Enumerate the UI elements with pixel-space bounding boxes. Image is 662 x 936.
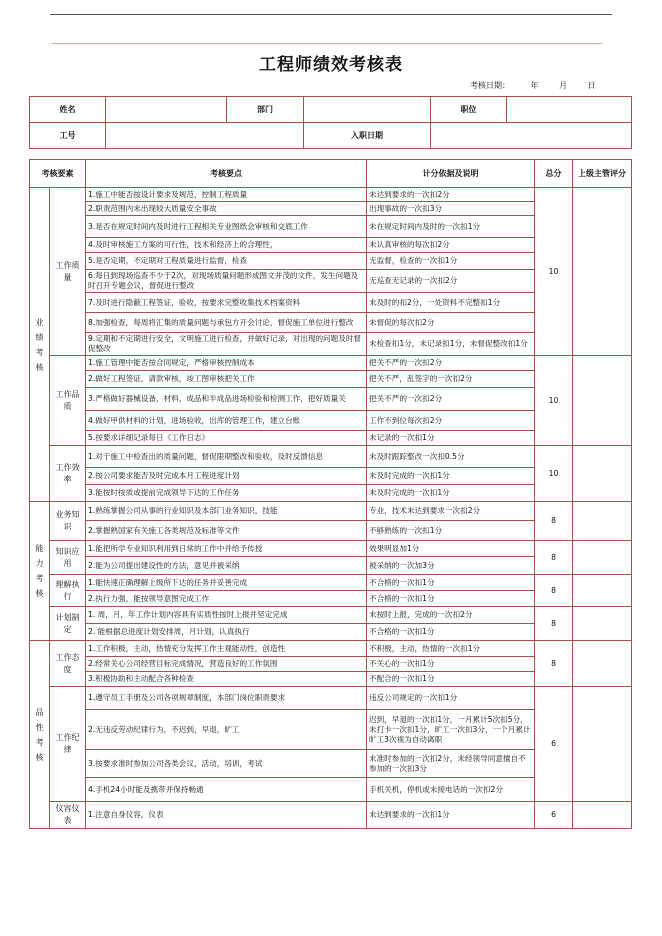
position-label: 职位 — [431, 97, 507, 123]
header-element: 考核要素 — [30, 160, 86, 188]
supervisor-score-cell[interactable] — [573, 356, 632, 446]
group-label: 理解执行 — [50, 575, 86, 607]
supervisor-score-cell[interactable] — [573, 575, 632, 607]
assessment-point: 2.按公司要求能否及时完成本月工程进度计划 — [86, 468, 367, 485]
supervisor-score-cell[interactable] — [573, 541, 632, 575]
assessment-point: 9.定期和不定期进行安全，文明施工进行检查，并做好记录，对出现的问题及时督促整改 — [86, 333, 367, 356]
assessment-point: 2.能为公司提出建设性的方法，意见并被采纳 — [86, 557, 367, 575]
group-label: 工作效率 — [50, 446, 86, 502]
total-score: 8 — [535, 607, 573, 641]
total-score: 10 — [535, 356, 573, 446]
id-label: 工号 — [30, 123, 106, 149]
name-value[interactable] — [106, 97, 227, 123]
scoring-rule: 不合格的一次扣1分 — [367, 591, 535, 607]
section-label: 业绩考核 — [30, 188, 50, 502]
scoring-rule: 未达到要求的一次扣2分 — [367, 188, 535, 202]
assessment-point: 2.做好工程签证，请款审核，竣工图审核把关工作 — [86, 371, 367, 388]
supervisor-score-cell[interactable] — [573, 446, 632, 502]
assessment-point: 1.施工管理中能否按合同规定，严格审核控制成本 — [86, 356, 367, 371]
header-total: 总分 — [535, 160, 573, 188]
header-rule — [52, 43, 602, 44]
scoring-rule: 不合格的一次扣1分 — [367, 624, 535, 641]
assessment-point: 1.能快速正确理解上级所下达的任务并妥善完成 — [86, 575, 367, 591]
total-score: 8 — [535, 641, 573, 687]
scoring-rule: 把关不严，乱签字的一次扣2分 — [367, 371, 535, 388]
total-score: 8 — [535, 541, 573, 575]
assessment-point: 1.注意自身仪容，仪表 — [86, 802, 367, 829]
assessment-point: 2.职责范围内未出现较大质量安全事故 — [86, 202, 367, 216]
group-label: 工作质量 — [50, 188, 86, 356]
section-label: 品性考核 — [30, 641, 50, 829]
header-rule: 计分依据及说明 — [367, 160, 535, 188]
assessment-point: 1.施工中能否按设计要求及规范，控制工程质量 — [86, 188, 367, 202]
total-score: 8 — [535, 575, 573, 607]
scoring-rule: 不关心的一次扣1分 — [367, 657, 535, 672]
assessment-table — [29, 159, 632, 829]
scoring-rule: 违反公司规定的一次扣1分 — [367, 687, 535, 710]
employee-info-table — [29, 96, 632, 149]
assessment-point: 2.执行力强，能按领导意图完成工作 — [86, 591, 367, 607]
assessment-date: 考核日期： 年 月 日 — [470, 81, 596, 90]
table-row — [30, 687, 632, 710]
scoring-rule: 被采纳的一次加3分 — [367, 557, 535, 575]
group-label: 仪容仪表 — [50, 802, 86, 829]
assessment-point: 3.按要求准时参加公司各类会议，活动，培训，考试 — [86, 750, 367, 778]
table-row — [30, 607, 632, 624]
supervisor-score-cell[interactable] — [573, 188, 632, 356]
section-label: 能力考核 — [30, 502, 50, 641]
dept-value[interactable] — [304, 97, 431, 123]
scoring-rule: 无监督，检查的一次扣1分 — [367, 253, 535, 270]
assessment-point: 2. 能根据总进度计划安排周，月计划，认真执行 — [86, 624, 367, 641]
scoring-rule: 未记录的一次扣1分 — [367, 431, 535, 446]
total-score: 8 — [535, 502, 573, 541]
supervisor-score-cell[interactable] — [573, 802, 632, 829]
assessment-point: 8.加强检查，每周将汇集的质量问题与承包方开会讨论，督促施工单位进行整改 — [86, 313, 367, 333]
scoring-rule: 不合格的一次扣1分 — [367, 575, 535, 591]
table-row — [30, 575, 632, 591]
assessment-point: 1.对于施工中检查出的质量问题，督促限期整改和验收，及时反馈信息 — [86, 446, 367, 468]
assessment-point: 6.每日到现场巡查不少于2次，对现场质量问题形成图文并茂的文件，发生问题及时召开专题会议，督促进行整改 — [86, 270, 367, 293]
scoring-rule: 未督促的每次扣2分 — [367, 313, 535, 333]
id-value[interactable] — [106, 123, 304, 149]
table-row — [30, 446, 632, 468]
scoring-rule: 不够熟练的一次扣1分 — [367, 521, 535, 541]
scoring-rule: 未及时跟踪整改一次扣0.5分 — [367, 446, 535, 468]
scoring-rule: 未按时上报，完成的一次扣2分 — [367, 607, 535, 624]
scoring-rule: 迟到，早退的一次扣1分，一月累计5次扣5分，未打卡一次扣1分，旷工一次扣3分，一个月累计旷工3次视为自动离职 — [367, 710, 535, 750]
assessment-point: 5.是否定期，不定期对工程质量进行监督，检查 — [86, 253, 367, 270]
assessment-point: 2.掌握熟国家有关施工各类规范及标准等文件 — [86, 521, 367, 541]
scoring-rule: 无巡查无记录的一次扣2分 — [367, 270, 535, 293]
table-row — [30, 802, 632, 829]
supervisor-score-cell[interactable] — [573, 641, 632, 687]
header-supervisor: 上级主管评分 — [573, 160, 632, 188]
join-date-value[interactable] — [431, 123, 632, 149]
scoring-rule: 未及时的扣2分，一处资料不完整扣1分 — [367, 293, 535, 313]
group-label: 业务知识 — [50, 502, 86, 541]
table-row — [30, 356, 632, 371]
scoring-rule: 未在规定时间内及时的一次扣1分 — [367, 216, 535, 238]
supervisor-score-cell[interactable] — [573, 502, 632, 541]
assessment-point: 1.能把所学专业知识利用到日常的工作中并给予传授 — [86, 541, 367, 557]
table-row — [30, 188, 632, 202]
supervisor-score-cell[interactable] — [573, 687, 632, 802]
assessment-point: 3.是否在规定时间内及时进行工程相关专业图纸会审核和交底工作 — [86, 216, 367, 238]
group-label: 工作品质 — [50, 356, 86, 446]
scoring-rule: 把关不严的一次扣2分 — [367, 388, 535, 411]
scoring-rule: 未认真审核的每次扣2分 — [367, 238, 535, 253]
scoring-rule: 未准时参加的一次扣2分，未经领导同意擅自不参加的一次扣3分 — [367, 750, 535, 778]
assessment-point: 1.遵守员工手册及公司各项规章制度，本部门岗位职责要求 — [86, 687, 367, 710]
scoring-rule: 未及时完成的一次扣1分 — [367, 485, 535, 502]
total-score: 10 — [535, 446, 573, 502]
assessment-point: 4.手机24小时能及携带并保持畅通 — [86, 778, 367, 802]
total-score: 6 — [535, 802, 573, 829]
supervisor-score-cell[interactable] — [573, 607, 632, 641]
dept-label: 部门 — [227, 97, 304, 123]
total-score: 6 — [535, 687, 573, 802]
assessment-point: 1.工作积极，主动，热情充分发挥工作主观能动性，创造性 — [86, 641, 367, 657]
group-label: 计划制定 — [50, 607, 86, 641]
assessment-point: 3.积极协助和主动配合各种检查 — [86, 672, 367, 687]
name-label: 姓名 — [30, 97, 106, 123]
assessment-point: 1.熟练掌握公司从事的行业知识及本部门业务知识，技能 — [86, 502, 367, 521]
header-point: 考核要点 — [86, 160, 367, 188]
join-date-label: 入职日期 — [304, 123, 431, 149]
group-label: 工作态度 — [50, 641, 86, 687]
table-row — [30, 641, 632, 657]
total-score: 10 — [535, 188, 573, 356]
position-value[interactable] — [507, 97, 632, 123]
scoring-rule: 未达到要求的一次扣1分 — [367, 802, 535, 829]
scoring-rule: 出现事故的一次扣3分 — [367, 202, 535, 216]
assessment-point: 2.无违反劳动纪律行为，不迟到，早退，旷工 — [86, 710, 367, 750]
table-row — [30, 541, 632, 557]
table-row — [30, 502, 632, 521]
group-label: 知识应用 — [50, 541, 86, 575]
page-title: 工程师绩效考核表 — [259, 55, 403, 75]
scoring-rule: 工作不到位每次扣2分 — [367, 411, 535, 431]
scoring-rule: 不配合的一次扣1分 — [367, 672, 535, 687]
scoring-rule: 效果明显加1分 — [367, 541, 535, 557]
scoring-rule: 不积极，主动，热情的一次扣1分 — [367, 641, 535, 657]
assessment-point: 3.严格做好器械设备，材料，成品和半成品进场检验和检测工作，把好质量关 — [86, 388, 367, 411]
assessment-point: 4.及时审核施工方案的可行性，技术和经济上的合理性， — [86, 238, 367, 253]
scoring-rule: 专业，技术未达到要求一次扣2分 — [367, 502, 535, 521]
assessment-point: 7.及时进行隐蔽工程签证，验收，按要求完整收集技术档案资料 — [86, 293, 367, 313]
group-label: 工作纪律 — [50, 687, 86, 802]
scoring-rule: 把关不严的一次扣2分 — [367, 356, 535, 371]
top-rule — [50, 14, 612, 15]
assessment-point: 1. 周，月，年工作计划内容具有实质性按时上报并坚定完成 — [86, 607, 367, 624]
scoring-rule: 未检查扣1分，未记录扣1分，未督促整改扣1分 — [367, 333, 535, 356]
assessment-point: 5.按要求详细记录每日《工作日志》 — [86, 431, 367, 446]
assessment-point: 4.做好甲供材料的计划，进场验收，出库的管理工作，建立台账 — [86, 411, 367, 431]
assessment-point: 3.能按时按质或提前完成领导下达的工作任务 — [86, 485, 367, 502]
scoring-rule: 未及时完成的一次扣1分 — [367, 468, 535, 485]
assessment-point: 2.经常关心公司经营目标完成情况，营造良好的工作氛围 — [86, 657, 367, 672]
scoring-rule: 手机关机，停机或未接电话的一次扣2分 — [367, 778, 535, 802]
